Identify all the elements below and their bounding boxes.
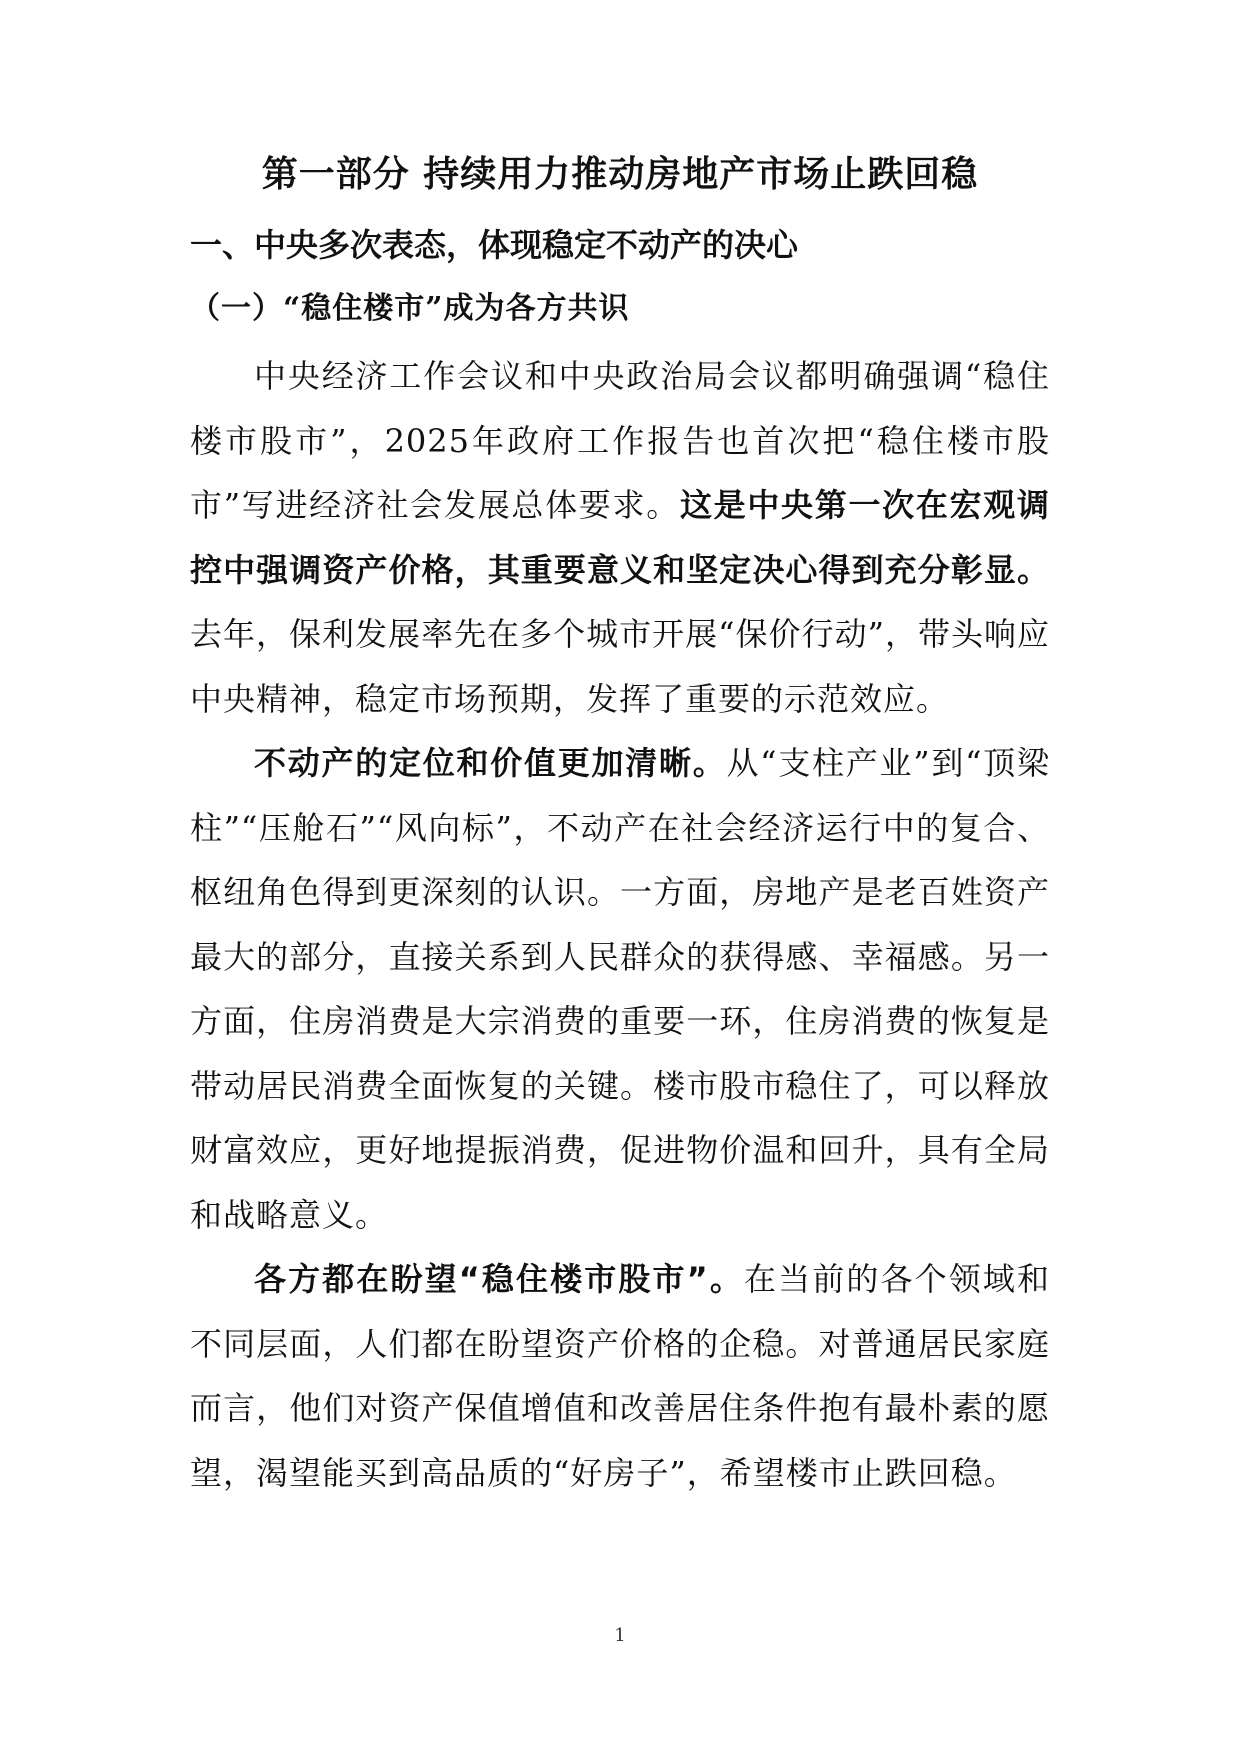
paragraph-3 [190, 1247, 1050, 1505]
paragraph-2-emphasis: 不动产的定位和价值更加清晰。 [254, 744, 727, 782]
paragraph-1-emphasis: 这是中央第一次在宏观调控中强调资产价格，其重要意义和坚定决心得到充分彰显。 [190, 486, 1050, 589]
section-heading: 一、中央多次表态，体现稳定不动产的决心 [190, 226, 799, 264]
page-title: 第一部分 持续用力推动房地产市场止跌回稳 [261, 154, 979, 195]
page-number: 1 [614, 1625, 626, 1646]
paragraph-1 [190, 344, 1050, 731]
paragraph-3-emphasis: 各方都在盼望“稳住楼市股市”。 [254, 1260, 744, 1298]
body-text [190, 344, 1050, 1505]
paragraph-2 [190, 731, 1050, 1247]
paragraph-2-rest: 从“支柱产业”到“顶梁柱”“压舱石”“风向标”，不动产在社会经济运行中的复合、枢纽角色得到更深刻的认识。一方面，房地产是老百姓资产最大的部分，直接关系到人民群众的获得感、幸福感。另一方面，住房消费是大宗消费的重要一环，住房消费的恢复是带动居民消费全面恢复的关键。楼市股市稳住了，可以释放财富效应，更好地提振消费，促进物价温和回升，具有全局和战略意义。 [190, 744, 1050, 1234]
paragraph-1-rest: 去年，保利发展率先在多个城市开展“保价行动”，带头响应中央精神，稳定市场预期，发挥了重要的示范效应。 [190, 615, 1050, 718]
paragraph-3-rest: 在当前的各个领域和不同层面，人们都在盼望资产价格的企稳。对普通居民家庭而言，他们对资产保值增值和改善居住条件抱有最朴素的愿望，渴望能买到高品质的“好房子”，希望楼市止跌回稳。 [190, 1260, 1050, 1492]
subsection-heading: （一）“稳住楼市”成为各方共识 [190, 291, 630, 326]
paragraph-1-lead: 中央经济工作会议和中央政治局会议都明确强调“稳住楼市股市”，2025年政府工作报告也首次把“稳住楼市股市”写进经济社会发展总体要求。 [190, 357, 1050, 524]
